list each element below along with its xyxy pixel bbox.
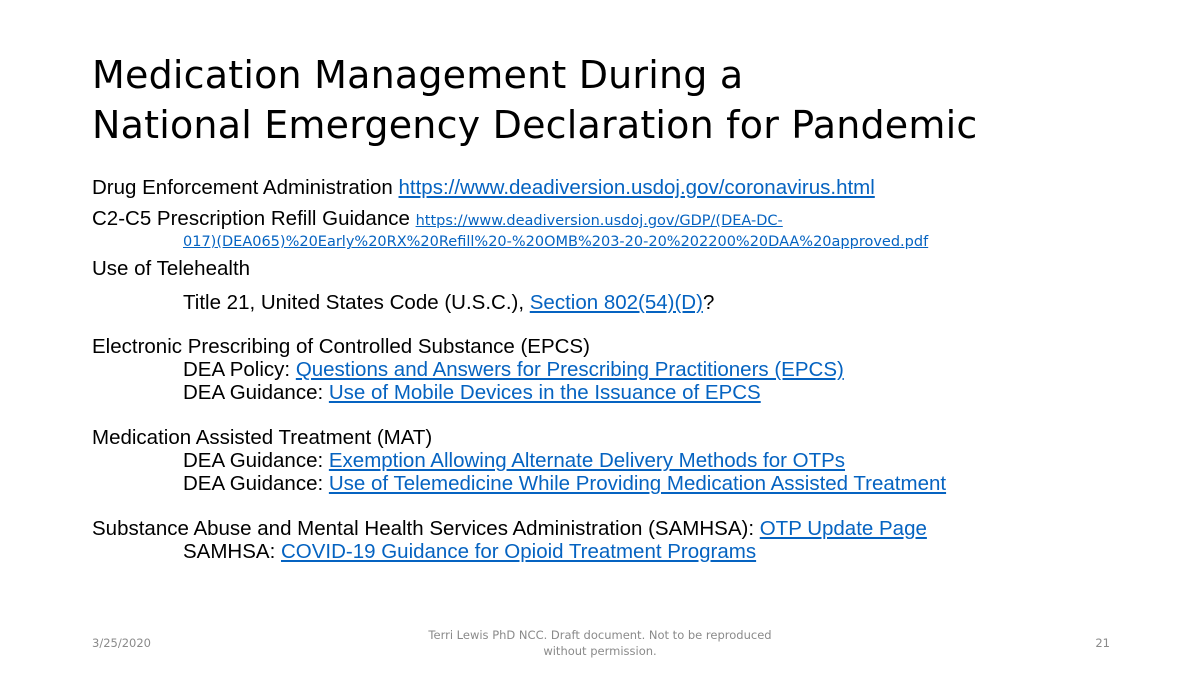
samhsa-heading: Substance Abuse and Mental Health Services Administration (SAMHSA): — [92, 517, 755, 540]
title-line-1: Medication Management During a — [92, 53, 744, 97]
samhsa-heading-row — [92, 517, 1172, 540]
telehealth-heading: Use of Telehealth — [92, 257, 251, 280]
mat-guidance-label-1: DEA Guidance: — [183, 449, 324, 472]
epcs-questions-link[interactable]: Questions and Answers for Prescribing Practitioners (EPCS) — [295, 358, 844, 381]
epcs-mobile-devices-link[interactable]: Use of Mobile Devices in the Issuance of EPCS — [328, 381, 761, 404]
mat-heading: Medication Assisted Treatment (MAT) — [92, 426, 433, 449]
dea-label: Drug Enforcement Administration — [92, 176, 393, 199]
samhsa-label: SAMHSA: — [183, 540, 276, 563]
otp-update-page-link[interactable]: OTP Update Page — [759, 517, 927, 540]
mat-guidance-label-2: DEA Guidance: — [183, 472, 324, 495]
epcs-guidance-row — [92, 381, 1172, 404]
samhsa-row — [92, 540, 1172, 563]
title-line-2: National Emergency Declaration for Pandemic — [92, 103, 978, 147]
footer-date: 3/25/2020 — [92, 636, 151, 650]
telemedicine-mat-link[interactable]: Use of Telemedicine While Providing Medication Assisted Treatment — [328, 472, 947, 495]
refill-link-part-2[interactable]: 017)(DEA065)%20Early%20RX%20Refill%20-%20OMB%203-20-20%202200%20DAA%20approved.pdf — [183, 234, 929, 250]
covid-otp-guidance-link[interactable]: COVID-19 Guidance for Opioid Treatment Programs — [280, 540, 757, 563]
epcs-guidance-label: DEA Guidance: — [183, 381, 324, 404]
otp-delivery-methods-link[interactable]: Exemption Allowing Alternate Delivery Methods for OTPs — [328, 449, 846, 472]
refill-label: C2-C5 Prescription Refill Guidance — [92, 207, 410, 230]
mat-guidance-row-2 — [92, 472, 1172, 495]
page-number: 21 — [1095, 636, 1110, 650]
refill-link-part-1[interactable]: https://www.deadiversion.usdoj.gov/GDP/(DEA-DC- — [415, 213, 783, 229]
telehealth-suffix: ? — [702, 291, 715, 314]
telehealth-row — [92, 291, 1172, 314]
epcs-policy-label: DEA Policy: — [183, 358, 291, 381]
refill-row — [92, 207, 1172, 230]
section-802-link[interactable]: Section 802(54)(D) — [529, 291, 703, 314]
footer-note-line-2: without permission. — [543, 644, 657, 658]
epcs-policy-row — [92, 358, 1172, 381]
footer-note-line-1: Terri Lewis PhD NCC. Draft document. Not to be reproduced — [428, 628, 772, 642]
dea-row — [92, 176, 1172, 199]
telehealth-text: Title 21, United States Code (U.S.C.), — [183, 291, 525, 314]
footer-note — [400, 627, 800, 659]
mat-guidance-row-1 — [92, 449, 1172, 472]
slide-title — [92, 50, 1152, 150]
dea-coronavirus-link[interactable]: https://www.deadiversion.usdoj.gov/coronavirus.html — [398, 176, 875, 199]
epcs-heading: Electronic Prescribing of Controlled Substance (EPCS) — [92, 335, 590, 358]
refill-link-row-2 — [92, 228, 1172, 251]
slide-body — [92, 176, 1172, 563]
